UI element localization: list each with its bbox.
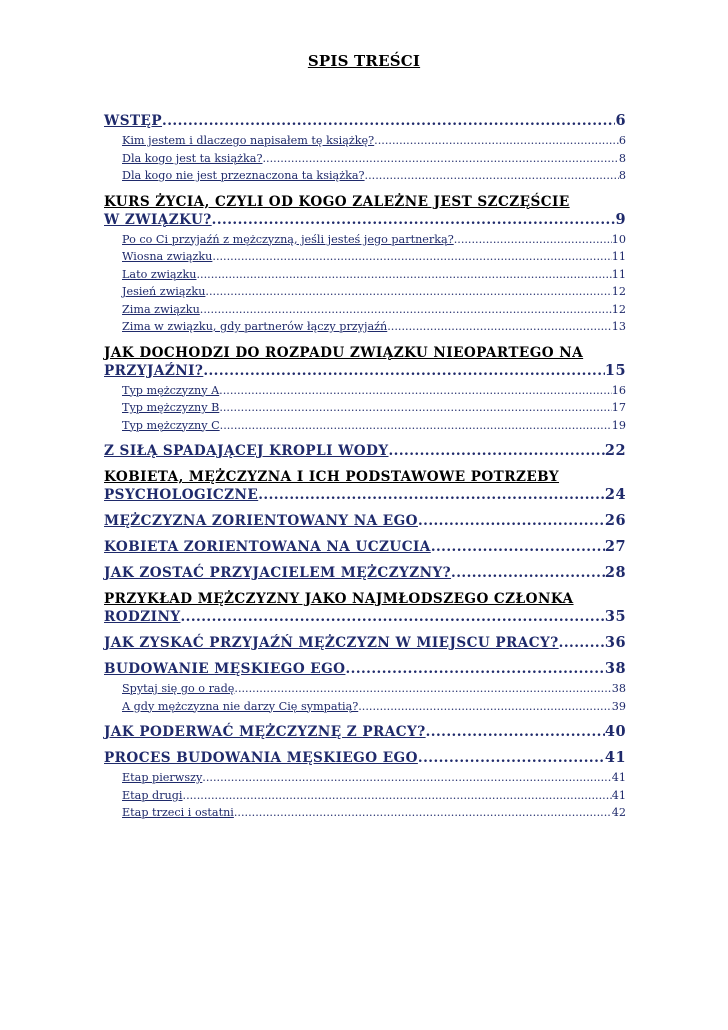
toc-chapter-title: JAK ZOSTAĆ PRZYJACIELEM MĘŻCZYZNY? [104,565,452,581]
toc-subsection[interactable] [104,150,626,168]
toc-chapter-title: PRZYJAŹNI? [104,362,204,379]
toc-leader-dots [219,399,611,417]
toc-chapter-row[interactable] [104,362,626,380]
toc-page-number: 19 [611,418,626,432]
toc-chapter-row[interactable] [104,723,626,741]
toc-page-number: 12 [611,302,626,316]
toc-subsection[interactable] [104,248,626,266]
toc-subsection[interactable] [104,318,626,336]
toc-leader-dots [451,564,605,582]
toc-chapter-title-line: KURS ŻYCIA, CZYLI OD KOGO ZALEŻNE JEST SZCZĘŚCIE [104,193,570,210]
toc-page-number: 6 [615,112,626,129]
toc-leader-dots [212,211,616,229]
toc-subsection-title: Typ mężczyzny A [122,383,220,397]
toc-leader-dots [262,150,618,168]
toc-leader-dots [374,132,619,150]
toc-subsection-title: Etap drugi [122,788,183,802]
toc-leader-dots [345,660,604,678]
toc-subsection-title: Etap trzeci i ostatni [122,806,234,819]
toc-page-number: 24 [604,486,626,503]
toc-chapter[interactable] [104,723,626,741]
toc-page-number: 17 [611,401,626,414]
toc-subsection-title: Dla kogo nie jest przeznaczona ta książka? [122,169,365,182]
toc-subsection[interactable] [104,769,626,787]
toc-chapter-row[interactable] [104,660,626,678]
toc-chapter[interactable] [104,564,626,582]
toc-chapter-row[interactable] [104,564,626,582]
toc-chapter[interactable] [104,512,626,530]
toc-chapter-row[interactable] [104,634,626,652]
toc-page-number: 10 [611,232,626,246]
toc-page-number: 38 [604,660,626,677]
toc-chapter-title: PSYCHOLOGICZNE [104,487,259,503]
toc-subsection[interactable] [104,301,626,319]
toc-leader-dots [181,608,605,626]
toc-leader-dots [200,301,612,319]
page-title: SPIS TREŚCI [307,52,421,70]
toc-subsection-title: Dla kogo jest ta książka? [122,151,263,165]
toc-subsection[interactable] [104,231,626,249]
toc-leader-dots [162,112,615,130]
toc-leader-dots [431,538,605,556]
toc-chapter-title: KOBIETA ZORIENTOWANA NA UCZUCIA [104,539,431,555]
toc-page-number: 36 [604,634,626,651]
toc-subsection-title: Zima w związku, gdy partnerów łączy przyjaźń [122,320,388,333]
toc-page-number: 41 [611,788,626,802]
toc-leader-dots [559,634,605,652]
toc-subsection[interactable] [104,399,626,417]
toc-leader-dots [365,167,619,185]
toc-chapter-row[interactable] [104,512,626,530]
toc-chapter-title: BUDOWANIE MĘSKIEGO EGO [104,661,346,677]
toc-page-number: 35 [604,608,626,625]
toc-leader-dots [358,698,612,716]
toc-chapter-title: JAK PODERWAĆ MĘŻCZYZNĘ Z PRACY? [104,724,426,740]
toc-subsection[interactable] [104,132,626,150]
toc-subsection-title: Typ mężczyzny B [122,401,220,414]
toc-chapter[interactable] [104,193,626,229]
toc-chapter[interactable] [104,344,626,380]
toc-page-number: 8 [618,151,626,165]
toc-page-number: 12 [611,285,626,298]
toc-chapter-row[interactable] [104,211,626,229]
toc-page-number: 27 [604,538,626,555]
toc-chapter-title: JAK ZYSKAĆ PRZYJAŹŃ MĘŻCZYZN W MIEJSCU PRACY? [104,635,559,651]
toc-subsection[interactable] [104,680,626,698]
toc-page-number: 28 [604,564,626,581]
toc-leader-dots [205,283,611,301]
toc-chapter-title: MĘŻCZYZNA ZORIENTOWANY NA EGO [104,513,418,529]
toc-subsection-title: Wiosna związku [122,250,213,263]
toc-page-number: 22 [604,442,626,459]
toc-subsection[interactable] [104,787,626,805]
toc-chapter[interactable] [104,634,626,652]
toc-page-number: 9 [615,210,626,228]
toc-chapter[interactable] [104,112,626,130]
toc-leader-dots [234,680,611,698]
toc-leader-dots [234,804,612,822]
toc-page-number: 16 [611,383,626,397]
table-of-contents [104,112,626,822]
toc-chapter-row[interactable] [104,608,626,626]
toc-subsection-title: Typ mężczyzny C [122,418,220,432]
toc-subsection[interactable] [104,167,626,185]
toc-leader-dots [220,417,612,435]
toc-leader-dots [389,442,605,460]
toc-chapter-title-line: JAK DOCHODZI DO ROZPADU ZWIĄZKU NIEOPARTEGO NA [104,344,584,361]
toc-page-number: 41 [611,771,626,784]
toc-subsection-title: Kim jestem i dlaczego napisałem tę książkę? [122,134,375,147]
toc-leader-dots [258,486,605,504]
toc-page-number: 39 [611,699,626,713]
toc-leader-dots [426,723,605,741]
toc-page-number: 38 [611,682,626,695]
toc-leader-dots [418,512,605,530]
toc-subsection[interactable] [104,283,626,301]
toc-leader-dots [183,787,612,805]
toc-leader-dots [212,248,611,266]
toc-subsection-title: Etap pierwszy [122,771,203,784]
toc-chapter-title: PROCES BUDOWANIA MĘSKIEGO EGO [104,750,418,766]
toc-page-number: 40 [604,723,626,740]
toc-subsection[interactable] [104,417,626,435]
toc-page-number: 26 [604,512,626,529]
toc-subsection-title: Lato związku [122,267,197,281]
toc-page-number: 8 [618,169,626,182]
toc-page-number: 15 [604,361,626,379]
toc-chapter-row[interactable] [104,486,626,504]
toc-chapter-title: WSTĘP [104,113,163,129]
toc-chapter-title: Z SIŁĄ SPADAJĄCEJ KROPLI WODY [104,443,389,459]
toc-page-number: 13 [611,320,626,333]
toc-subsection[interactable] [104,266,626,284]
toc-chapter[interactable] [104,660,626,678]
toc-page-number: 42 [611,806,626,819]
toc-subsection-title: A gdy mężczyzna nie darzy Cię sympatią? [122,699,359,713]
toc-leader-dots [418,749,605,767]
toc-chapter[interactable] [104,442,626,460]
toc-subsection-title: Zima związku [122,302,200,316]
toc-page-number: 41 [604,749,626,766]
toc-chapter-row[interactable] [104,112,626,130]
toc-subsection[interactable] [104,382,626,400]
toc-chapter-row[interactable] [104,442,626,460]
toc-chapter[interactable] [104,590,626,626]
toc-leader-dots [387,318,612,336]
toc-chapter[interactable] [104,468,626,504]
toc-chapter-title: RODZINY [104,609,181,625]
toc-chapter-title: W ZWIĄZKU? [104,211,212,228]
toc-subsection[interactable] [104,698,626,716]
toc-chapter-title-line: PRZYKŁAD MĘŻCZYZNY JAKO NAJMŁODSZEGO CZŁONKA [104,591,574,607]
toc-leader-dots [196,266,611,284]
toc-chapter[interactable] [104,749,626,767]
toc-page-number: 11 [611,267,626,281]
toc-chapter[interactable] [104,538,626,556]
toc-leader-dots [219,382,612,400]
toc-page-number: 6 [618,134,626,147]
toc-chapter-title-line: KOBIETA, MĘŻCZYZNA I ICH PODSTAWOWE POTRZEBY [104,469,560,485]
toc-subsection-title: Spytaj się go o radę [122,682,235,695]
toc-page-number: 11 [611,250,626,263]
toc-leader-dots [202,769,611,787]
toc-subsection[interactable] [104,804,626,822]
toc-leader-dots [454,231,612,249]
toc-chapter-row[interactable] [104,538,626,556]
toc-subsection-title: Jesień związku [122,285,206,298]
toc-leader-dots [203,362,605,380]
toc-subsection-title: Po co Ci przyjaźń z mężczyzną, jeśli jesteś jego partnerką? [122,232,454,246]
toc-chapter-row[interactable] [104,749,626,767]
